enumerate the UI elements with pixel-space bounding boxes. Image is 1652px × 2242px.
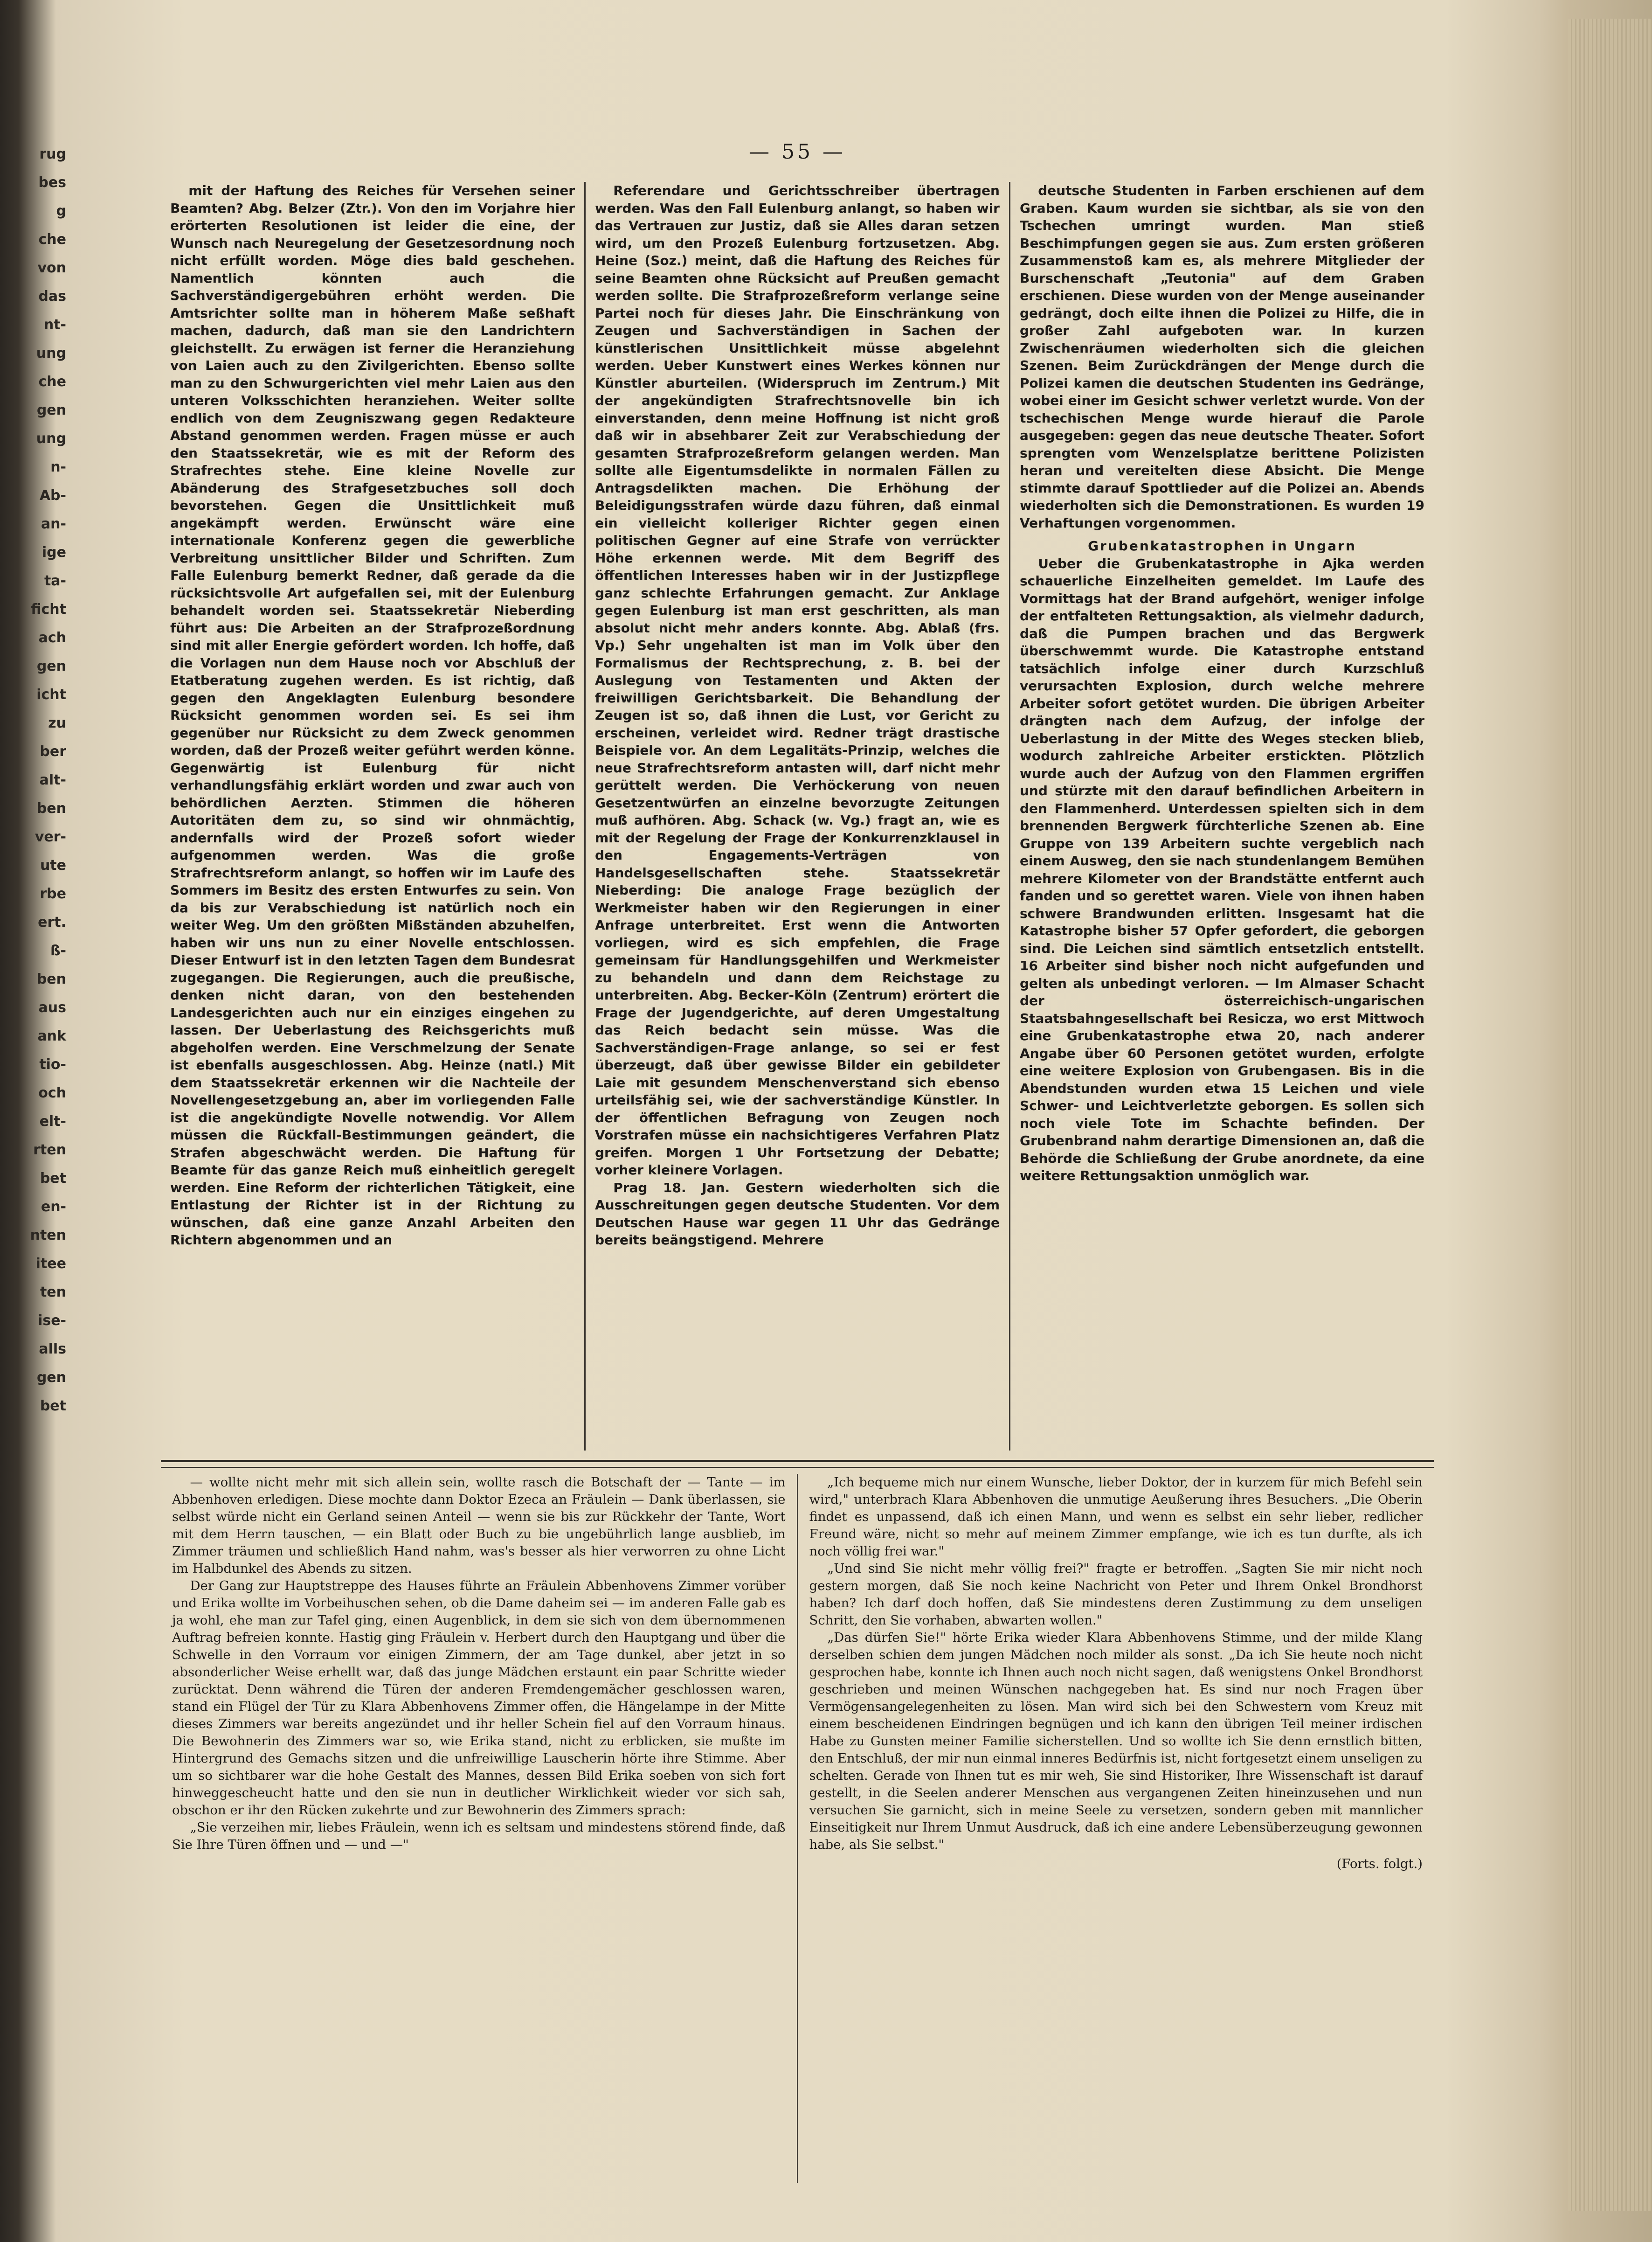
margin-fragment: bes xyxy=(38,174,66,191)
feuilleton-paragraph: „Sie verzeihen mir, liebes Fräulein, wenn ich es seltsam und mindestens störend finde, daß Sie Ihre Türen öffnen und — und —" xyxy=(172,1820,786,1852)
margin-fragment: n- xyxy=(50,459,66,475)
margin-fragment: icht xyxy=(36,687,66,703)
prag-report-continued: deutsche Studenten in Farben erschienen auf dem Graben. Kaum wurden sie sichtbar, als sie von den Tschechen umringt wurden. Man stieß Beschimpfungen gegen sie aus. Zum ersten größeren Zusammenstoß kam es, als mehrere Mitglieder der Burschenschaft „Teutonia" auf dem Graben erschienen. Diese wurden von der Menge auseinander gedrängt, doch eilte ihnen die Polizei zu Hilfe, die in großer Zahl aufgeboten war. In kurzen Zwischenräumen wiederholten sich die gleichen Szenen. Beim Zurückdrängen der Menge durch die Polizei kamen die deutschen Studenten ins Gedränge, wobei einer im Gesicht schwer verletzt wurde. Von der tschechischen Menge wurde hierauf die Parole ausgegeben: gegen das neue deutsche Theater. Sofort sprengten vom Wenzelsplatze berittene Polizisten heran und vereitelten diese Absicht. Die Menge stimmte darauf Spottlieder auf die Polizei an. Abends wiederholten sich die Demonstrationen. Es wurden 19 Verhaftungen vorgenommen. xyxy=(1020,183,1424,531)
news-columns xyxy=(161,182,1434,1451)
margin-fragment: ver- xyxy=(35,829,66,845)
margin-fragment: ung xyxy=(36,430,66,447)
reichstag-report-part-1: mit der Haftung des Reiches für Versehen seiner Beamten? Abg. Belzer (Ztr.). Von den im Vorjahre hier erörterten Resolutionen ist leider die eine, der Wunsch nach Neuregelung der Gesetzesordnung noch nicht erfüllt worden. Möge dies bald geschehen. Namentlich könnten auch die Sachverständigergebühren erhöht werden. Die Amtsrichter sollte man in höherem Maße seßhaft machen, dadurch, daß man sie den Landrichtern gleichstellt. Zu erwägen ist ferner die Heranziehung von Laien auch zu den Zivilgerichten. Ebenso sollte man zu den Schwurgerichten viel mehr Laien aus den unteren Volksschichten heranziehen. Weiter sollte endlich von dem Zeugniszwang gegen Redakteure Abstand genommen werden. Fragen müsse er auch den Staatssekretär, wie es mit der Reform des Strafrechtes stehe. Eine kleine Novelle zur Abänderung des Strafgesetzbuches soll doch bevorstehen. Gegen die Unsittlichkeit muß angekämpft werden. Erwünscht wäre eine internationale Konferenz gegen die gewerbliche Verbreitung unsittlicher Bilder und Schriften. Zum Falle Eulenburg bemerkt Redner, daß gerade da die rücksichtsvolle Art aufgefallen sei, mit der Eulenburg behandelt worden sei. Staatssekretär Nieberding führt aus: Die Arbeiten an der Strafprozeßordnung sind mit aller Energie gefördert worden. Ich hoffe, daß die Vorlagen nun dem Hause noch vor Abschluß der Etatberatung zugehen werden. Es ist richtig, daß gegen den Angeklagten Eulenburg besondere Rücksicht genommen worden sei. Es sei ihm gegenüber nur Rücksicht zu dem Zweck genommen worden, daß der Prozeß weiter geführt werden könne. Gegenwärtig ist Eulenburg für nicht verhandlungsfähig erklärt worden und zwar auch von behördlichen Aerzten. Stimmen die höheren Autoritäten dem zu, so sind wir ohnmächtig, andernfalls wird der Prozeß sofort wieder aufgenommen werden. Was die große Strafrechtsreform anlangt, so hoffen wir im Laufe des Sommers im Besitz des ersten Entwurfes zu sein. Von da bis zur Verabschiedung ist natürlich noch ein weiter Weg. Um den größten Mißständen abzuhelfen, haben wir uns nun zu einer Novelle entschlossen. Dieser Entwurf ist in den letzten Tagen dem Bundesrat zugegangen. Die Regierungen, auch die preußische, denken nicht daran, von den bestehenden Landesgerichten auch nur ein einziges eingehen zu lassen. Der Ueberlastung des Reichsgerichts muß abgeholfen werden. Eine Verschmelzung der Senate ist ebenfalls ausgeschlossen. Abg. Heinze (natl.) Mit dem Staatssekretär erkennen wir die Nachteile der Novellengesetzgebung an, aber im vorliegenden Falle ist die angekündigte Novelle notwendig. Vor Allem müssen die Rückfall-Bestimmungen geändert, die Strafen abgeschwächt werden. Die Haftung für Beamte für das ganze Reich muß einheitlich geregelt werden. Eine Reform der richterlichen Tätigkeit, eine Entlastung der Richter ist in der Richtung zu wünschen, daß eine ganze Anzahl Arbeiten den Richtern abgenommen und an xyxy=(170,183,575,1248)
grubenkatastrophe-report: Ueber die Grubenkatastrophe in Ajka werden schauerliche Einzelheiten gemeldet. Im Laufe des Vormittags hat der Brand aufgehört, weniger infolge der entfalteten Rettungsaktion, als vielmehr dadurch, daß die Pumpen brachen und das Bergwerk überschwemmt wurde. Die Katastrophe entstand tatsächlich infolge einer durch Kurzschluß verursachten Explosion, durch welche mehrere Arbeiter sofort getötet wurden. Die übrigen Arbeiter drängten nach dem Aufzug, der infolge der Ueberlastung in der Mitte des Weges stecken blieb, wodurch zahlreiche Arbeiter erstickten. Plötzlich wurde auch der Aufzug von den Flammen ergriffen und stürzte mit den darauf befindlichen Arbeitern in den Flammenherd. Unterdessen spielten sich in dem brennenden Bergwerk fürchterliche Szenen ab. Eine Gruppe von 139 Arbeitern suchte vergeblich nach einem Ausweg, den sie nach stundenlangem Bemühen mehrere Kilometer von der Brandstätte entfernt auch fanden und so gerettet waren. Viele von ihnen haben schwere Brandwunden erlitten. Insgesamt hat die Katastrophe bisher 57 Opfer gefordert, die geborgen sind. Die Leichen sind sämtlich entsetzlich entstellt. 16 Arbeiter sind bisher noch nicht aufgefunden und gelten als unbedingt verloren. — Im Almaser Schacht der österreichisch-ungarischen Staatsbahngesellschaft bei Resicza, wo erst Mittwoch eine Grubenkatastrophe etwa 20, nach anderer Angabe über 60 Personen getötet wurden, erfolgte eine weitere Explosion von Grubengasen. Bis in die Abendstunden wurden etwa 15 Leichen und viele Schwer- und Leichtverletzte geborgen. Es sollen sich noch viele Tote im Schachte befinden. Der Grubenbrand nahm derartige Dimensionen an, daß die Behörde die Schließung der Grube anordnete, da eine weitere Rettungsaktion unmöglich war. xyxy=(1020,555,1424,1183)
margin-fragment: ben xyxy=(36,800,66,817)
margin-fragment: alls xyxy=(39,1341,66,1357)
feuilleton-rule-thin xyxy=(161,1467,1434,1468)
margin-fragment: an- xyxy=(41,516,66,532)
feuilleton-paragraph: Der Gang zur Hauptstreppe des Hauses führte an Fräulein Abbenhovens Zimmer vorüber und Erika wollte im Vorbeihuschen sehen, ob die Dame daheim sei — im anderen Falle gab es ja wohl, ehe man zur Tafel ging, einen Augenblick, in dem sie sich von dem übernommenen Auftrag befreien konnte. Hastig ging Fräulein v. Herbert durch den Hauptgang und über die Schwelle in den Vorraum vor einigen Zimmern, der am Tage dunkel, aber jetzt in so absonderlicher Weise erhellt war, daß das junge Mädchen erstaunt ein paar Schritte wieder zurücktat. Denn während die Türen der anderen Fremdengemächer geschlossen waren, stand ein Flügel der Tür zu Klara Abbenhovens Zimmer offen, die Hängelampe in der Mitte dieses Zimmers war bereits angezündet und ihr heller Schein fiel auf den Vorraum hinaus. Die Bewohnerin des Zimmers war so, wie Erika stand, nicht zu erblicken, sie mußte im Hintergrund des Gemachs sitzen und die unfreiwillige Lauscherin hörte ihre Stimme. Aber um so sichtbarer war die hohe Gestalt des Mannes, dessen Bild Erika soeben von sich fort hinweggescheucht hatte und den sie nun in deutlicher Wirklichkeit wieder vor sich sah, obschon er ihr den Rücken zukehrte und zur Bewohnerin des Zimmers sprach: xyxy=(172,1578,786,1818)
page-stack-edge xyxy=(1568,19,1652,2211)
margin-fragment: ert. xyxy=(38,914,66,930)
margin-fragment: elt- xyxy=(39,1113,66,1130)
margin-fragment: och xyxy=(38,1085,66,1101)
margin-fragment: ber xyxy=(40,743,66,760)
feuilleton-column-right xyxy=(797,1474,1434,2183)
margin-fragment: alt- xyxy=(39,772,66,788)
margin-fragment: bet xyxy=(40,1170,66,1187)
margin-fragment: bet xyxy=(40,1398,66,1414)
margin-fragment: das xyxy=(38,288,66,305)
feuilleton-rule xyxy=(161,1460,1434,1462)
margin-fragment: ficht xyxy=(31,601,66,618)
news-column-1 xyxy=(161,182,584,1451)
margin-fragment: g xyxy=(56,203,66,219)
margin-fragment: ß- xyxy=(50,943,66,959)
previous-page-margin xyxy=(0,140,70,1866)
margin-fragment: ung xyxy=(36,345,66,361)
news-column-2 xyxy=(584,182,1009,1451)
margin-fragment: ige xyxy=(41,544,66,561)
margin-fragment: ach xyxy=(38,630,66,646)
margin-fragment: ten xyxy=(40,1284,66,1300)
article-heading: Grubenkatastrophen in Ungarn xyxy=(1088,538,1356,554)
margin-fragment: en- xyxy=(41,1199,66,1215)
margin-fragment: itee xyxy=(35,1256,66,1272)
margin-fragment: che xyxy=(38,231,66,248)
margin-fragment: nten xyxy=(30,1227,66,1243)
feuilleton-column-left xyxy=(161,1474,797,2183)
margin-fragment: ben xyxy=(36,971,66,987)
margin-fragment: ute xyxy=(40,857,66,874)
feuilleton-section xyxy=(161,1474,1434,2183)
margin-fragment: Ab- xyxy=(39,487,66,504)
margin-fragment: gen xyxy=(36,402,66,418)
reichstag-report-part-2: Referendare und Gerichtsschreiber übertragen werden. Was den Fall Eulenburg anlangt, so haben wir das Vertrauen zur Justiz, daß sie Alles daran setzen wird, um den Prozeß Eulenburg fortzusetzen. Abg. Heine (Soz.) meint, daß die Haftung des Reiches für seine Beamten ohne Rücksicht auf Preußen gemacht werden sollte. Die Strafprozeßreform verlange seine Partei noch für dieses Jahr. Die Einschränkung von Zeugen und Sachverständigen in Sachen der künstlerischen Unsittlichkeit müsse abgelehnt werden. Ueber Kunstwert eines Werkes können nur Künstler aburteilen. (Widerspruch im Zentrum.) Mit der angekündigten Strafrechtsnovelle bin ich einverstanden, denn meine Hoffnung ist nicht groß daß wir in absehbarer Zeit zur Verabschiedung der gesamten Strafprozeßreform gelangen werden. Man sollte alle Eigentumsdelikte in normalen Fällen zu Antragsdelikten machen. Die Erhöhung der Beleidigungsstrafen würde dazu führen, daß einmal ein vielleicht kolleriger Richter gegen einen politischen Gegner auf eine Strafe von verrückter Höhe erkennen werde. Mit dem Begriff des öffentlichen Interesses haben wir in der Justizpflege ganz schlechte Erfahrungen gemacht. Zur Anklage gegen Eulenburg ist man erst geschritten, als man absolut nicht mehr anders konnte. Abg. Ablaß (frs. Vp.) Sehr ungehalten ist man im Volk über den Formalismus der Rechtsprechung, z. B. bei der Auslegung von Testamenten und Akten der freiwilligen Gerichtsbarkeit. Die Behandlung der Zeugen ist so, daß ihnen die Lust, vor Gericht zu erscheinen, verleidet wird. Redner trägt drastische Beispiele vor. An dem Legalitäts-Prinzip, welches die neue Strafrechtsreform antasten will, darf nicht mehr gerüttelt werden. Die Verhöckerung von neuen Gesetzentwürfen an einzelne bevorzugte Zeitungen muß aufhören. Abg. Schack (w. Vg.) fragt an, wie es mit der Regelung der Frage der Konkurrenzklausel in den Engagements-Verträgen von Handelsgesellschaften stehe. Staatssekretär Nieberding: Die analoge Frage bezüglich der Werkmeister haben wir den Regierungen in einer Anfrage unterbreitet. Erst wenn die Antworten vorliegen, wird es sich empfehlen, die Frage gemeinsam für Handlungsgehilfen und Werkmeister zu behandeln und dann dem Reichstage zu unterbreiten. Abg. Becker-Köln (Zentrum) erörtert die Frage der Jugendgerichte, auf deren Umgestaltung das Reich bedacht sein müsse. Was die Sachverständigen-Frage anlange, so sei er fest überzeugt, daß über gewisse Bilder ein gebildeter Laie mit gesundem Menschenverstand sich ebenso urteilsfähig sei, wie der sachverständige Künstler. In der öffentlichen Befragung von Zeugen noch Vorstrafen müsse ein nachsichtigeres Verfahren Platz greifen. Morgen 1 Uhr Fortsetzung der Debatte; vorher kleinere Vorlagen. xyxy=(595,183,1000,1178)
margin-fragment: von xyxy=(37,260,66,276)
margin-fragment: rbe xyxy=(40,886,66,902)
page-number: — 55 — xyxy=(749,140,846,164)
newspaper-page xyxy=(161,140,1434,2183)
margin-fragment: ta- xyxy=(44,573,66,589)
margin-fragment: gen xyxy=(36,658,66,674)
feuilleton-paragraph: — wollte nicht mehr mit sich allein sein, wollte rasch die Botschaft der — Tante — im Abbenhoven erledigen. Diese mochte dann Doktor Ezeca an Fräulein — Dank überlassen, sie selbst würde nicht ein Gerland seinen Anteil — wenn sie bis zur Rückkehr der Tante, Wort mit dem Herrn tauschen, — ein Blatt oder Buch zu bie ungebührlich lange ausblieb, im Zimmer träumen und schließlich Hand nahm, was's besser als hier verworren zu ohne Licht im Halbdunkel des Abends zu sitzen. xyxy=(172,1475,786,1576)
margin-fragment: nt- xyxy=(43,317,66,333)
margin-fragment: tio- xyxy=(39,1056,66,1073)
margin-fragment: rug xyxy=(39,146,66,162)
margin-fragment: ank xyxy=(37,1028,66,1044)
feuilleton-paragraph: „Und sind Sie nicht mehr völlig frei?" fragte er betroffen. „Sagten Sie mir nicht noch gestern morgen, daß Sie noch keine Nachricht von Peter und Ihrem Onkel Brondhorst haben? Ich darf doch hoffen, daß Sie mindestens deren Zustimmung zu dem unseligen Schritt, den Sie vorhaben, abwarten wollen." xyxy=(809,1561,1423,1628)
feuilleton-paragraph: „Ich bequeme mich nur einem Wunsche, lieber Doktor, der in kurzem für mich Befehl sein wird," unterbrach Klara Abbenhoven die unmutige Aeußerung ihres Besuchers. „Die Oberin findet es unpassend, daß ich einen Mann, und wenn es selbst ein sehr lieber, redlicher Freund wäre, nicht so mehr auf meinem Zimmer empfange, wie ich es tun durfte, als ich noch völlig frei war." xyxy=(809,1475,1423,1559)
margin-fragment: ise- xyxy=(38,1312,66,1329)
margin-fragment: gen xyxy=(36,1369,66,1386)
news-column-3 xyxy=(1009,182,1434,1451)
feuilleton-paragraph: „Das dürfen Sie!" hörte Erika wieder Klara Abbenhovens Stimme, und der milde Klang derselben schien dem jungen Mädchen noch milder als sonst. „Da ich Sie heute noch nicht gesprochen habe, konnte ich Ihnen auch noch nicht sagen, daß wenigstens Onkel Brondhorst geschrieben und meinen Wünschen nachgegeben hat. Es sind nur noch Fragen über Vermögensangelegenheiten zu lösen. Man wird sich bei den Schwestern vom Kreuz mit einem bescheidenen Eindringen begnügen und ich kann den übrigen Teil meiner irdischen Habe zu Gunsten meiner Familie sicherstellen. Und so wollte ich Sie denn ernstlich bitten, den Entschluß, der mir nun einmal inneres Bedürfnis ist, nicht fortgesetzt einem unseligen zu schelten. Gerade von Ihnen tut es mir weh, Sie sind Historiker, Ihre Wissenschaft ist darauf gestellt, in die Seelen anderer Menschen aus vergangenen Zeiten hineinzusehen und nun versuchen Sie garnicht, sich in meine Seele zu versetzen, sondern geben mit mannlicher Einseitigkeit nur Ihrem Unmut Ausdruck, daß ich eine andere Lebensüberzeugung gewonnen habe, als Sie selbst." xyxy=(809,1630,1423,1852)
margin-fragment: rten xyxy=(33,1142,66,1158)
margin-fragment: che xyxy=(38,374,66,390)
continuation-note: (Forts. folgt.) xyxy=(1336,1856,1423,1871)
margin-fragment: zu xyxy=(48,715,66,731)
prag-report-start: Prag 18. Jan. Gestern wiederholten sich die Ausschreitungen gegen deutsche Studenten. Vor dem Deutschen Hause war gegen 11 Uhr das Gedränge bereits beängstigend. Mehrere xyxy=(595,1180,1000,1248)
margin-fragment: aus xyxy=(38,1000,66,1016)
